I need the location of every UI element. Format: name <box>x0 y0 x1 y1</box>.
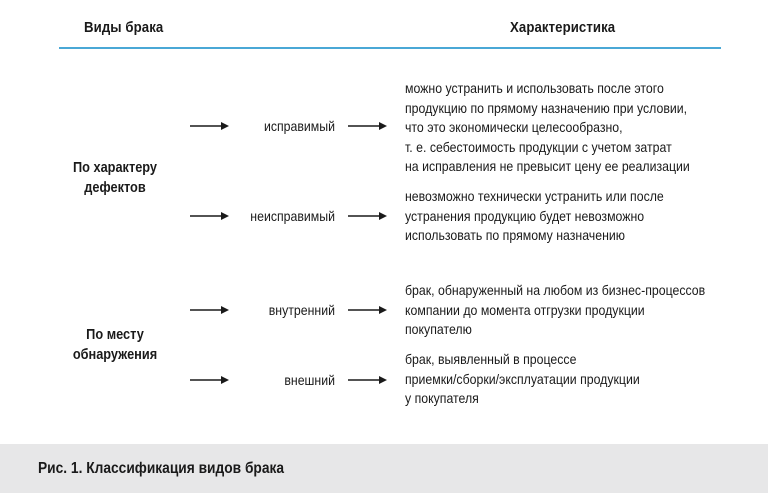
arrow-right-icon <box>190 305 230 315</box>
arrow-right-icon <box>348 375 388 385</box>
desc-repairable: можно устранить и использовать после этого продукцию по прямому назначению при условии, что это экономически целесообразно, т. е. себестоимость продукции с учетом затрат на исправления не превысит цену ее реализации <box>405 80 690 174</box>
type-external: внешний <box>284 372 335 388</box>
type-repairable: исправимый <box>263 118 335 134</box>
type-unrepairable: неисправимый <box>250 208 335 224</box>
figure-caption: Рис. 1. Классификация видов брака <box>38 460 285 477</box>
arrow-right-icon <box>190 375 230 385</box>
arrow-right-icon <box>190 211 230 221</box>
arrow-right-icon <box>348 305 388 315</box>
desc-unrepairable: невозможно технически устранить или после устранения продукцию будет невозможно использовать по прямому назначению <box>405 188 664 243</box>
type-internal: внутренний <box>268 302 335 318</box>
desc-external: брак, выявленный в процессе приемки/сборки/эксплуатации продукции у покупателя <box>405 351 640 406</box>
header-divider <box>59 47 721 49</box>
desc-internal: брак, обнаруженный на любом из бизнес-процессов компании до момента отгрузки продукции покупателю <box>405 282 706 337</box>
arrow-right-icon <box>190 121 230 131</box>
caption-bar <box>0 444 768 493</box>
group-label-detection-place: По месту обнаружения <box>72 327 158 363</box>
header-characteristic: Характеристика <box>510 19 616 36</box>
group-label-defect-nature: По характеру дефектов <box>72 160 158 196</box>
arrow-right-icon <box>348 211 388 221</box>
arrow-right-icon <box>348 121 388 131</box>
header-types: Виды брака <box>84 19 164 36</box>
